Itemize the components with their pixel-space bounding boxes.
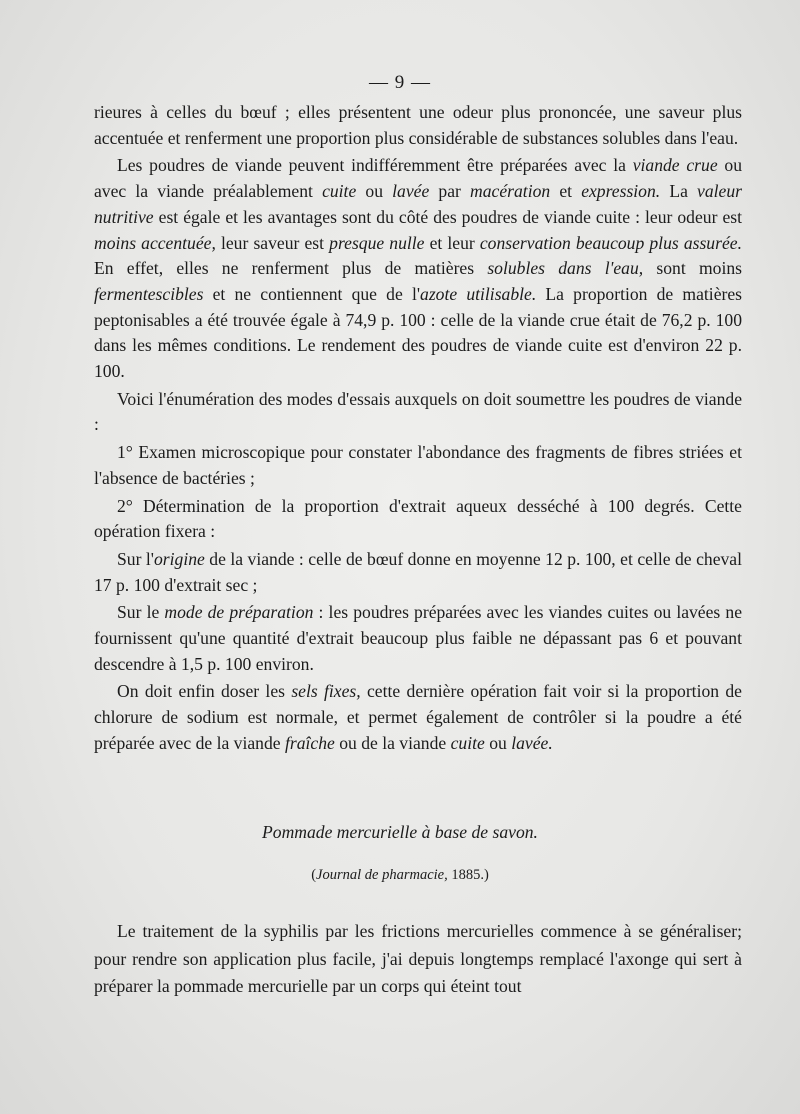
italic-text: mode de préparation bbox=[164, 602, 314, 623]
italic-text: sels fixes, bbox=[291, 681, 361, 702]
text-run: La bbox=[660, 181, 698, 202]
italic-text: moins accentuée, bbox=[94, 232, 216, 253]
section-source bbox=[0, 867, 800, 884]
text-run: : les poudres préparées avec les viandes cuites ou lavées ne fournissent qu'une quantité d'extrait beaucoup plus faible ne dépassant pas 6 et pouvant descendre à 1,5 p. 100 environ. bbox=[94, 602, 743, 674]
text-run: leur saveur est bbox=[215, 232, 330, 253]
paragraph bbox=[94, 494, 742, 545]
text-run: sont moins bbox=[643, 258, 742, 279]
page-number: — 9 — bbox=[369, 72, 431, 93]
text-run: La proportion de matières peptonisables a été trouvée égale à 74,9 p. 100 : celle de la viande crue était de 76,2 p. 100 dans les mêmes conditions. Le rendement des poudres de viande cuite est d'environ 22 p. 100. bbox=[94, 283, 743, 382]
text-run: ou bbox=[356, 181, 393, 202]
section-paragraph: Le traitement de la syphilis par les frictions mercurielles commence à se généraliser; pour rendre son application plus facile, j'ai depuis longtemps remplacé l'axonge qui sert à préparer la pommade mercurielle par un corps qui éteint tout bbox=[94, 921, 742, 996]
italic-text: origine bbox=[153, 548, 205, 569]
text-run: cette dernière opération fait voir si la proportion de chlorure de sodium est normale, et permet également de contrôler si la poudre a été préparée avec de la viande bbox=[94, 681, 742, 753]
section-title: Pommade mercurielle à base de savon. bbox=[262, 822, 538, 842]
text-run: ou avec la viande préalablement bbox=[94, 155, 742, 202]
italic-text: lavée. bbox=[511, 732, 553, 753]
text-run: et leur bbox=[424, 232, 480, 253]
paragraph bbox=[94, 547, 742, 598]
text-run: Sur le bbox=[117, 602, 165, 623]
text-run: et bbox=[550, 181, 582, 202]
body-text bbox=[94, 100, 742, 757]
italic-text: fermentescibles bbox=[94, 283, 204, 304]
italic-text: cuite bbox=[322, 181, 357, 202]
italic-text: macération bbox=[470, 181, 551, 202]
paragraph bbox=[94, 600, 742, 677]
text-run: rieures à celles du bœuf ; elles présentent une odeur plus prononcée, une saveur plus accentuée et renferment une proportion plus considérable de substances solubles dans l'eau. bbox=[94, 102, 742, 148]
italic-text: azote utilisable. bbox=[420, 283, 537, 304]
italic-text: lavée bbox=[392, 181, 430, 202]
italic-text: expression. bbox=[581, 181, 661, 202]
text-run: est égale et les avantages sont du côté des poudres de viande cuite : leur odeur est bbox=[153, 206, 742, 227]
text-run: par bbox=[429, 181, 471, 202]
text-run: Voici l'énumération des modes d'essais auxquels on doit soumettre les poudres de viande : bbox=[94, 388, 742, 435]
text-run: 2° Détermination de la proportion d'extrait aqueux desséché à 100 degrés. Cette opération fixera : bbox=[94, 495, 742, 542]
text-run: Sur l' bbox=[117, 548, 154, 569]
section-body bbox=[94, 918, 742, 1001]
paragraph bbox=[94, 440, 742, 491]
paragraph bbox=[94, 153, 742, 384]
source-year: 1885.) bbox=[447, 867, 489, 883]
paragraph bbox=[94, 387, 742, 438]
italic-text: conservation beaucoup plus assurée. bbox=[479, 232, 742, 253]
source-journal: Journal de pharmacie, bbox=[316, 867, 448, 883]
paragraph bbox=[94, 679, 742, 756]
italic-text: fraîche bbox=[284, 732, 335, 753]
italic-text: valeur nutritive bbox=[94, 181, 742, 227]
text-run: de la viande : celle de bœuf donne en moyenne 12 p. 100, et celle de cheval 17 p. 100 d'extrait sec ; bbox=[94, 548, 742, 595]
italic-text: cuite bbox=[450, 732, 485, 753]
italic-text: presque nulle bbox=[329, 232, 425, 253]
text-run: 1° Examen microscopique pour constater l'abondance des fragments de fibres striées et l'absence de bactéries ; bbox=[94, 442, 742, 488]
source-open: ( bbox=[311, 867, 317, 883]
text-run: ou de la viande bbox=[334, 732, 451, 753]
text-run: et ne contiennent que de l' bbox=[203, 283, 421, 304]
text-run: Les poudres de viande peuvent indifféremment être préparées avec la bbox=[117, 155, 633, 176]
paragraph bbox=[94, 100, 742, 151]
text-run: ou bbox=[484, 732, 512, 753]
text-run: On doit enfin doser les bbox=[117, 681, 292, 702]
text-run: En effet, elles ne renferment plus de matières bbox=[94, 258, 488, 279]
italic-text: solubles dans l'eau, bbox=[487, 258, 644, 279]
italic-text: viande crue bbox=[632, 155, 718, 176]
